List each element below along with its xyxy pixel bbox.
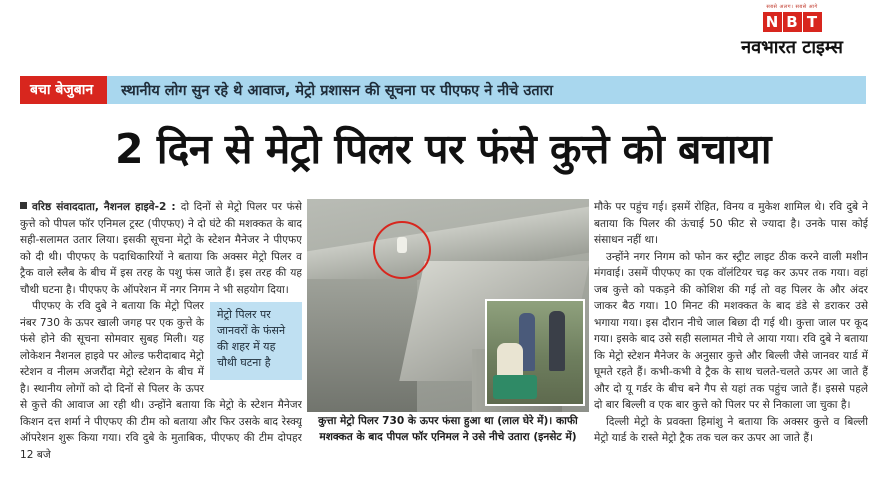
right-paragraph-2: उन्होंने नगर निगम को फोन कर स्ट्रीट लाइट ठीक करने वाली मशीन मंगवाई। उसमें पीएफए का एक वॉलंटियर चढ़ कर ऊपर तक गया। वहां जब कुत्ते को पकड़ने की कोशिश की गई तो वह पिलर के और अंदर जाकर बैठ गया। 10 मिनट की मशक्कत के बाद डंडे से डराकर उसे भगाया गया। इस दौरान नीचे जाल बिछा दी गई थी। कुत्ता जाल पर कूद गया। इसके बाद उसे सही सलामत नीचे ले आया गया। रवि दुबे ने बताया कि मेट्रो स्टेशन मैनेजर के अनुसार कुत्ते और बिल्ली जैसे जानवर यार्ड में घूमते रहते हैं। कभी-कभी वे ट्रैक के साथ चलते-चलते ऊपर आ जाते हैं और दो यू गर्डर के बीच बने गैप से यहां तक पहुंच जाते हैं। इससे पहले दो बार बिल्ली व एक बार कुत्ते को पिलर पर से निकाला जा चुका है।: [594, 250, 868, 411]
inset-person-2: [549, 311, 565, 371]
pillar-shadow: [307, 279, 417, 412]
left-paragraph-2: पीएफए के रवि दुबे ने बताया कि मेट्रो पिलर नंबर 730 के ऊपर खाली जगह पर एक कुत्ते के फंसे होने की सूचना सोमवार सुबह मिली। यह लोकेशन नैशनल हाइवे पर ओल्ड फरीदाबाद मेट्रो स्टेशन व नीलम अजरौंदा मेट्रो स्टेशन के बीच में है। स्थानीय लोगों को दो दिनों से पिलर के ऊपर से कुत्ते की आवाज आ रही थी। उन्होंने बताया कि मेट्रो के स्टेशन मैनेजर किशन दत्त शर्मा ने पीएफए की टीम को बताया और फिर उसके बाद रेस्क्यू ऑपरेशन शुरू किया गया। रवि दुबे के मुताबिक, पीएफए की टीम दोपहर 12 बजे: [20, 300, 302, 461]
headline: 2 दिन से मेट्रो पिलर पर फंसे कुत्ते को बचाया: [115, 125, 771, 173]
masthead-name: नवभारत टाइम्स: [741, 37, 843, 58]
masthead: [717, 4, 867, 62]
inset-photo: [485, 299, 585, 406]
right-paragraph-3: दिल्ली मेट्रो के प्रवक्ता हिमांशु ने बताया कि अक्सर कुत्ते व बिल्ली मेट्रो यार्ड के रास्ते मेट्रो ट्रैक तक चल कर ऊपर आ जाते हैं।: [594, 415, 868, 444]
intro-text: दो दिनों से मेट्रो पिलर पर फंसे कुत्ते को पीपल फॉर एनिमल ट्रस्ट (पीएफए) ने दो घंटे की मशक्कत के बाद सही-सलामत उतार लिया। इसकी सूचना मेट्रो के स्टेशन मैनेजर ने पीएफए को दी थी। पीएफए के पदाधिकारियों ने बताया कि अक्सर मेट्रो पिलर व ट्रैक वाले स्लैब के बीच में इस तरह के पशु फंस जाते हैं। इस तरह की यह चौथी घटना है। पीएफए के ऑपरेशन में नगर निगम ने भी सहयोग दिया।: [20, 201, 302, 296]
masthead-tagline: सबसे अलग। सबसे आगे: [766, 4, 818, 10]
photo-caption: कुत्ता मेट्रो पिलर 730 के ऊपर फंसा हुआ था (लाल घेरे में)। काफी मशक्कत के बाद पीपल फॉर एनिमल ने उसे नीचे उतारा (इनसेट में): [318, 415, 578, 443]
byline-square-icon: [20, 202, 27, 209]
strap-tag: बचा बेजुबान: [20, 76, 107, 104]
logo-letter-n: N: [763, 12, 782, 32]
strap-text: स्थानीय लोग सुन रहे थे आवाज, मेट्रो प्रशासन की सूचना पर पीएफए ने नीचे उतारा: [121, 83, 554, 99]
nbt-logo: [763, 12, 822, 32]
red-circle-marker: [373, 221, 431, 279]
inset-net: [493, 375, 537, 399]
logo-letter-b: B: [783, 12, 802, 32]
pull-quote: मेट्रो पिलर पर जानवरों के फंसने की शहर में यह चौथी घटना है: [210, 302, 302, 380]
news-photo: [307, 199, 589, 412]
right-paragraph-1: मौके पर पहुंच गई। इसमें रोहित, विनय व मुकेश शामिल थे। रवि दुबे ने बताया कि पिलर की ऊंचाई 50 फीट से ज्यादा है। उनके पास कोई संसाधन नहीं था।: [594, 201, 868, 246]
strap: [20, 76, 866, 104]
left-column: [20, 199, 302, 471]
byline: वरिष्ठ संवाददाता, नैशनल हाइवे-2 :: [32, 201, 181, 213]
logo-letter-t: T: [803, 12, 822, 32]
right-column: [594, 199, 868, 471]
